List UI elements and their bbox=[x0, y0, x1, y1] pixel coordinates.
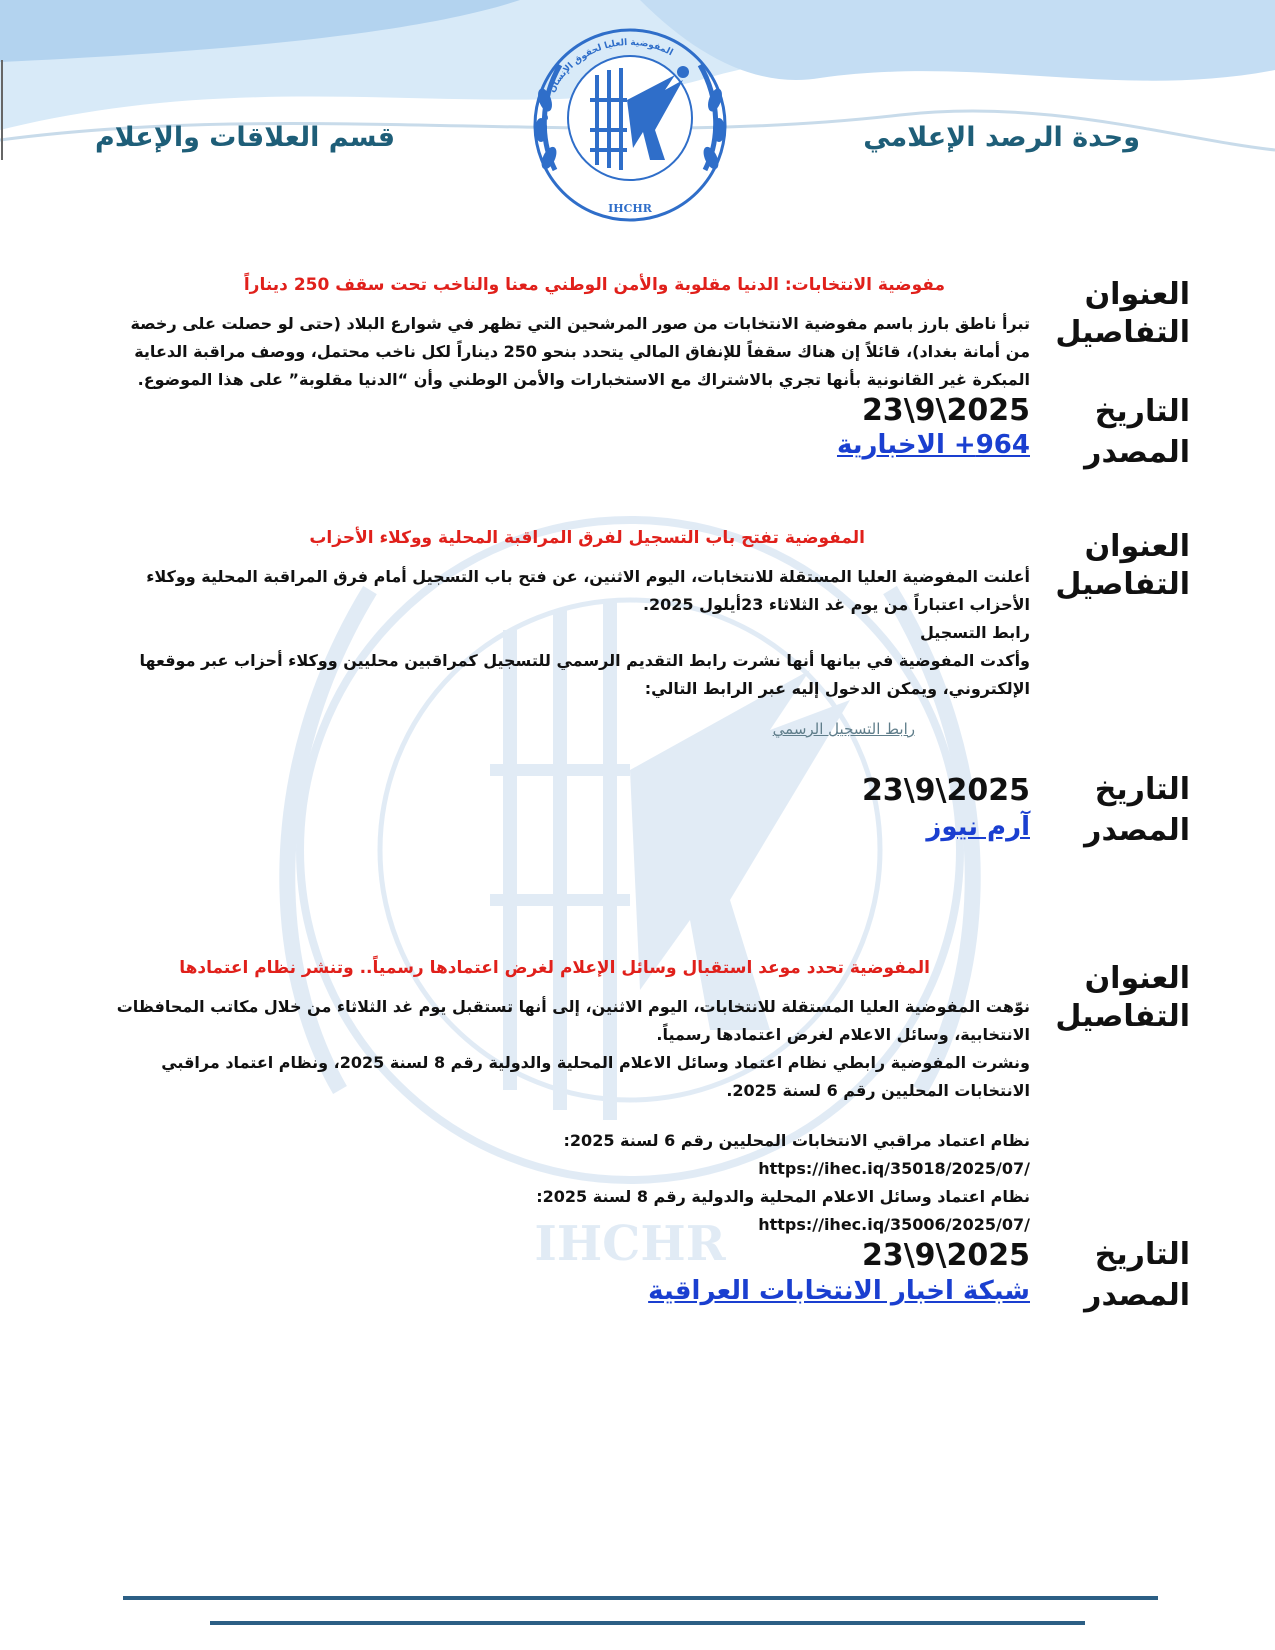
item-details bbox=[105, 993, 1030, 1105]
registration-link[interactable]: رابط التسجيل الرسمي bbox=[772, 720, 915, 738]
item-source-link[interactable]: شبكة اخبار الانتخابات العراقية bbox=[648, 1276, 1030, 1306]
item-details bbox=[105, 310, 1030, 394]
logo-ring-text: المفوضية العليا لحقوق الإنسان - العراق bbox=[537, 37, 675, 131]
item-paragraph: أعلنت المفوضية العليا المستقلة للانتخابات، اليوم الاثنين، عن فتح باب التسجيل أمام فرق المراقبة المحلية ووكلاء الأحزاب اعتباراً من يوم غد الثلاثاء 23أيلول 2025. bbox=[146, 567, 1030, 614]
item-references bbox=[105, 1127, 1030, 1239]
label-date: التاريخ bbox=[1094, 772, 1190, 807]
item-source-link[interactable]: 964+ الاخبارية bbox=[836, 430, 1030, 460]
item-paragraph: ونشرت المفوضية رابطي نظام اعتماد وسائل الاعلام المحلية والدولية رقم 8 لسنة 2025، ونظام اعتماد مراقبي الانتخابات المحليين رقم 6 لسنة 2025. bbox=[161, 1053, 1030, 1100]
item-details bbox=[105, 563, 1030, 703]
item-title: مفوضية الانتخابات: الدنيا مقلوبة والأمن الوطني معنا والناخب تحت سقف 250 ديناراً bbox=[243, 275, 945, 295]
watermark-text: IHCHR bbox=[534, 1216, 726, 1272]
item-date: 2025\9\23 bbox=[861, 773, 1030, 808]
reference-url[interactable]: https://ihec.iq/35018/2025/07/ bbox=[758, 1159, 1030, 1178]
ihchr-logo bbox=[515, 20, 745, 230]
header-left-title: قسم العلاقات والإعلام bbox=[95, 122, 396, 153]
footer-lines bbox=[0, 1590, 1275, 1630]
logo-text: IHCHR bbox=[608, 202, 652, 215]
label-date: التاريخ bbox=[1094, 1237, 1190, 1272]
label-date: التاريخ bbox=[1094, 394, 1190, 429]
label-details: التفاصيل bbox=[1055, 567, 1190, 602]
label-source: المصدر bbox=[1084, 813, 1190, 848]
label-source: المصدر bbox=[1084, 435, 1190, 470]
reference-label: نظام اعتماد وسائل الاعلام المحلية والدولية رقم 8 لسنة 2025: bbox=[536, 1187, 1030, 1206]
item-title: المفوضية تحدد موعد استقبال وسائل الإعلام لغرض اعتمادها رسمياً.. وتنشر نظام اعتمادها bbox=[179, 958, 930, 978]
item-paragraph: تبرأ ناطق بارز باسم مفوضية الانتخابات من صور المرشحين التي تظهر في شوارع البلاد (حتى لو حصلت على رخصة من أمانة بغداد)، قائلاً إن هناك سقفاً للإنفاق المالي يتحدد بنحو 250 ديناراً لكل ناخب محتمل، ووصف مراقبة الدعاية المبكرة غير القانونية بأنها تجري بالاشتراك مع الاستخبارات والأمن الوطني وأن “الدنيا مقلوبة” على هذا الموضوع. bbox=[130, 314, 1030, 389]
item-title: المفوضية تفتح باب التسجيل لفرق المراقبة المحلية ووكلاء الأحزاب bbox=[309, 528, 865, 548]
label-title: العنوان bbox=[1084, 529, 1190, 564]
label-title: العنوان bbox=[1084, 961, 1190, 996]
item-source-link[interactable]: آرم نيوز bbox=[926, 812, 1030, 842]
item-paragraph: رابط التسجيل bbox=[919, 623, 1030, 642]
item-date: 2025\9\23 bbox=[861, 1238, 1030, 1273]
reference-url[interactable]: https://ihec.iq/35006/2025/07/ bbox=[758, 1215, 1030, 1234]
item-date: 2025\9\23 bbox=[861, 393, 1030, 428]
label-title: العنوان bbox=[1084, 277, 1190, 312]
label-details: التفاصيل bbox=[1055, 315, 1190, 350]
label-source: المصدر bbox=[1084, 1278, 1190, 1313]
item-paragraph: نوّهت المفوضية العليا المستقلة للانتخابات، اليوم الاثنين، إلى أنها تستقبل يوم غد الثلاثاء من خلال مكاتب المحافظات الانتخابية، وسائل الاعلام لغرض اعتمادها رسمياً. bbox=[116, 997, 1030, 1044]
label-details: التفاصيل bbox=[1055, 999, 1190, 1034]
item-paragraph: وأكدت المفوضية في بيانها أنها نشرت رابط التقديم الرسمي للتسجيل كمراقبين محليين ووكلاء أحزاب عبر موقعها الإلكتروني، ويمكن الدخول إليه عبر الرابط التالي: bbox=[139, 651, 1030, 698]
header-right-title: وحدة الرصد الإعلامي bbox=[863, 122, 1140, 153]
reference-label: نظام اعتماد مراقبي الانتخابات المحليين رقم 6 لسنة 2025: bbox=[563, 1131, 1030, 1150]
